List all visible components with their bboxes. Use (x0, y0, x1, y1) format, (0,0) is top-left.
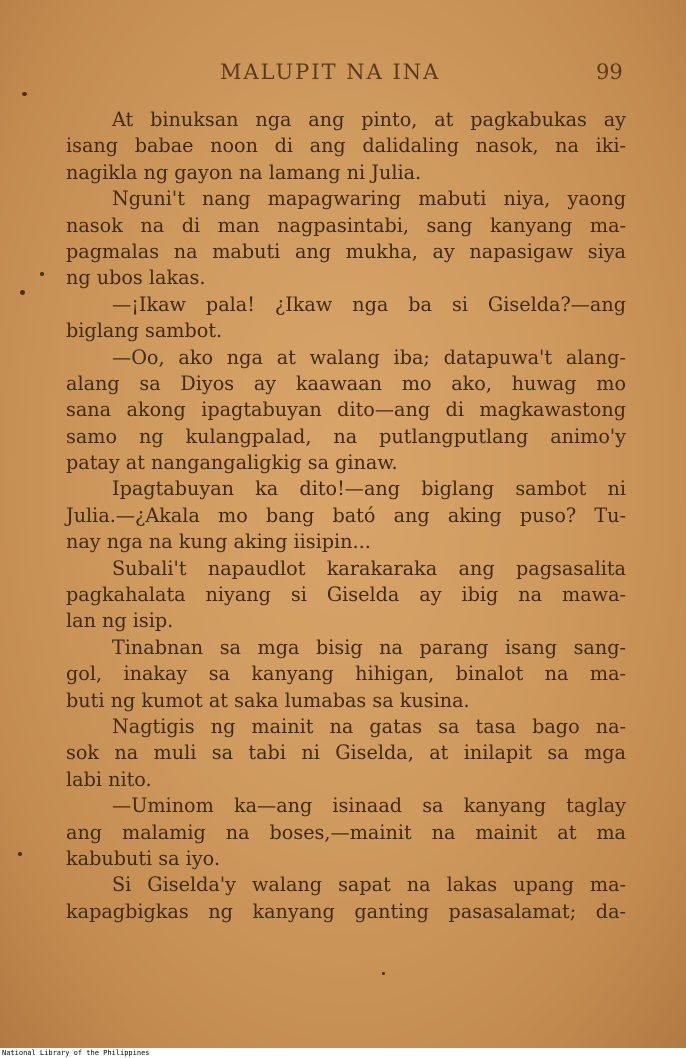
text-line: pagkahalata niyang si Giselda ay ibig na mawa- (66, 583, 626, 607)
text-line: Subali't napaudlot karakaraka ang pagsasalita (112, 556, 626, 580)
text-line: biglang sambot. (66, 319, 223, 343)
ink-speck (18, 852, 22, 856)
page-footer (0, 1048, 686, 1058)
text-line: ang malamig na boses,—mainit na mainit at ma (66, 820, 626, 844)
text-line: nay nga na kung aking iisipin... (66, 530, 371, 554)
text-line: At binuksan nga ang pinto, at pagkabukas ay (112, 108, 626, 131)
library-credit: National Library of the Philippines (2, 1049, 150, 1057)
ink-speck (40, 272, 44, 276)
text-line: kabubuti sa iyo. (66, 846, 220, 870)
page-number: 99 (596, 60, 623, 84)
text-line: kapagbigkas ng kanyang ganting pasasalamat; da- (66, 899, 626, 923)
text-line: buti ng kumot at saka lumabas sa kusina. (66, 688, 470, 712)
text-line: alang sa Diyos ay kaawaan mo ako, huwag mo (66, 371, 626, 395)
text-line: nagikla ng gayon na lamang ni Julia. (66, 160, 422, 184)
running-title: MALUPIT NA INA (220, 60, 441, 84)
ink-speck (20, 290, 25, 295)
text-line: —Uminom ka—ang isinaad sa kanyang taglay (112, 794, 626, 818)
body-text (66, 107, 626, 925)
text-line: samo ng kulangpalad, na putlangputlang animo'y (66, 424, 626, 448)
text-line: —¡Ikaw pala! ¿Ikaw nga ba si Giselda?—ang (112, 292, 626, 316)
text-line: sok na muli sa tabi ni Giselda, at inilapit sa mga (66, 741, 626, 765)
text-line: Nagtigis ng mainit na gatas sa tasa bago na- (112, 714, 626, 738)
text-line: Nguni't nang mapagwaring mabuti niya, yaong (112, 187, 626, 211)
text-line: isang babae noon di ang dalidaling nasok, na iki- (66, 134, 626, 158)
text-line: patay at nangangaligkig sa ginaw. (66, 451, 398, 475)
ink-speck (382, 972, 385, 975)
text-line: Julia.—¿Akala mo bang bató ang aking puso? Tu- (66, 503, 626, 527)
text-line: Si Giselda'y walang sapat na lakas upang ma- (112, 873, 626, 897)
text-line: sana akong ipagtabuyan dito—ang di magkawastong (66, 398, 626, 422)
text-line: ng ubos lakas. (66, 266, 206, 290)
text-line: Tinabnan sa mga bisig na parang isang sang- (112, 635, 626, 659)
text-line: —Oo, ako nga at walang iba; datapuwa't alang- (112, 345, 626, 369)
text-line: lan ng isip. (66, 609, 174, 633)
text-line: labi nito. (66, 767, 152, 791)
ink-speck (22, 92, 27, 96)
page-header (0, 60, 686, 90)
text-line: gol, inakay sa kanyang hihigan, binalot na ma- (66, 662, 626, 686)
text-line: Ipagtabuyan ka dito!—ang biglang sambot ni (112, 477, 626, 501)
text-line: nasok na di man nagpasintabi, sang kanyang ma- (66, 213, 626, 237)
text-line: pagmalas na mabuti ang mukha, ay napasigaw siya (66, 239, 626, 263)
